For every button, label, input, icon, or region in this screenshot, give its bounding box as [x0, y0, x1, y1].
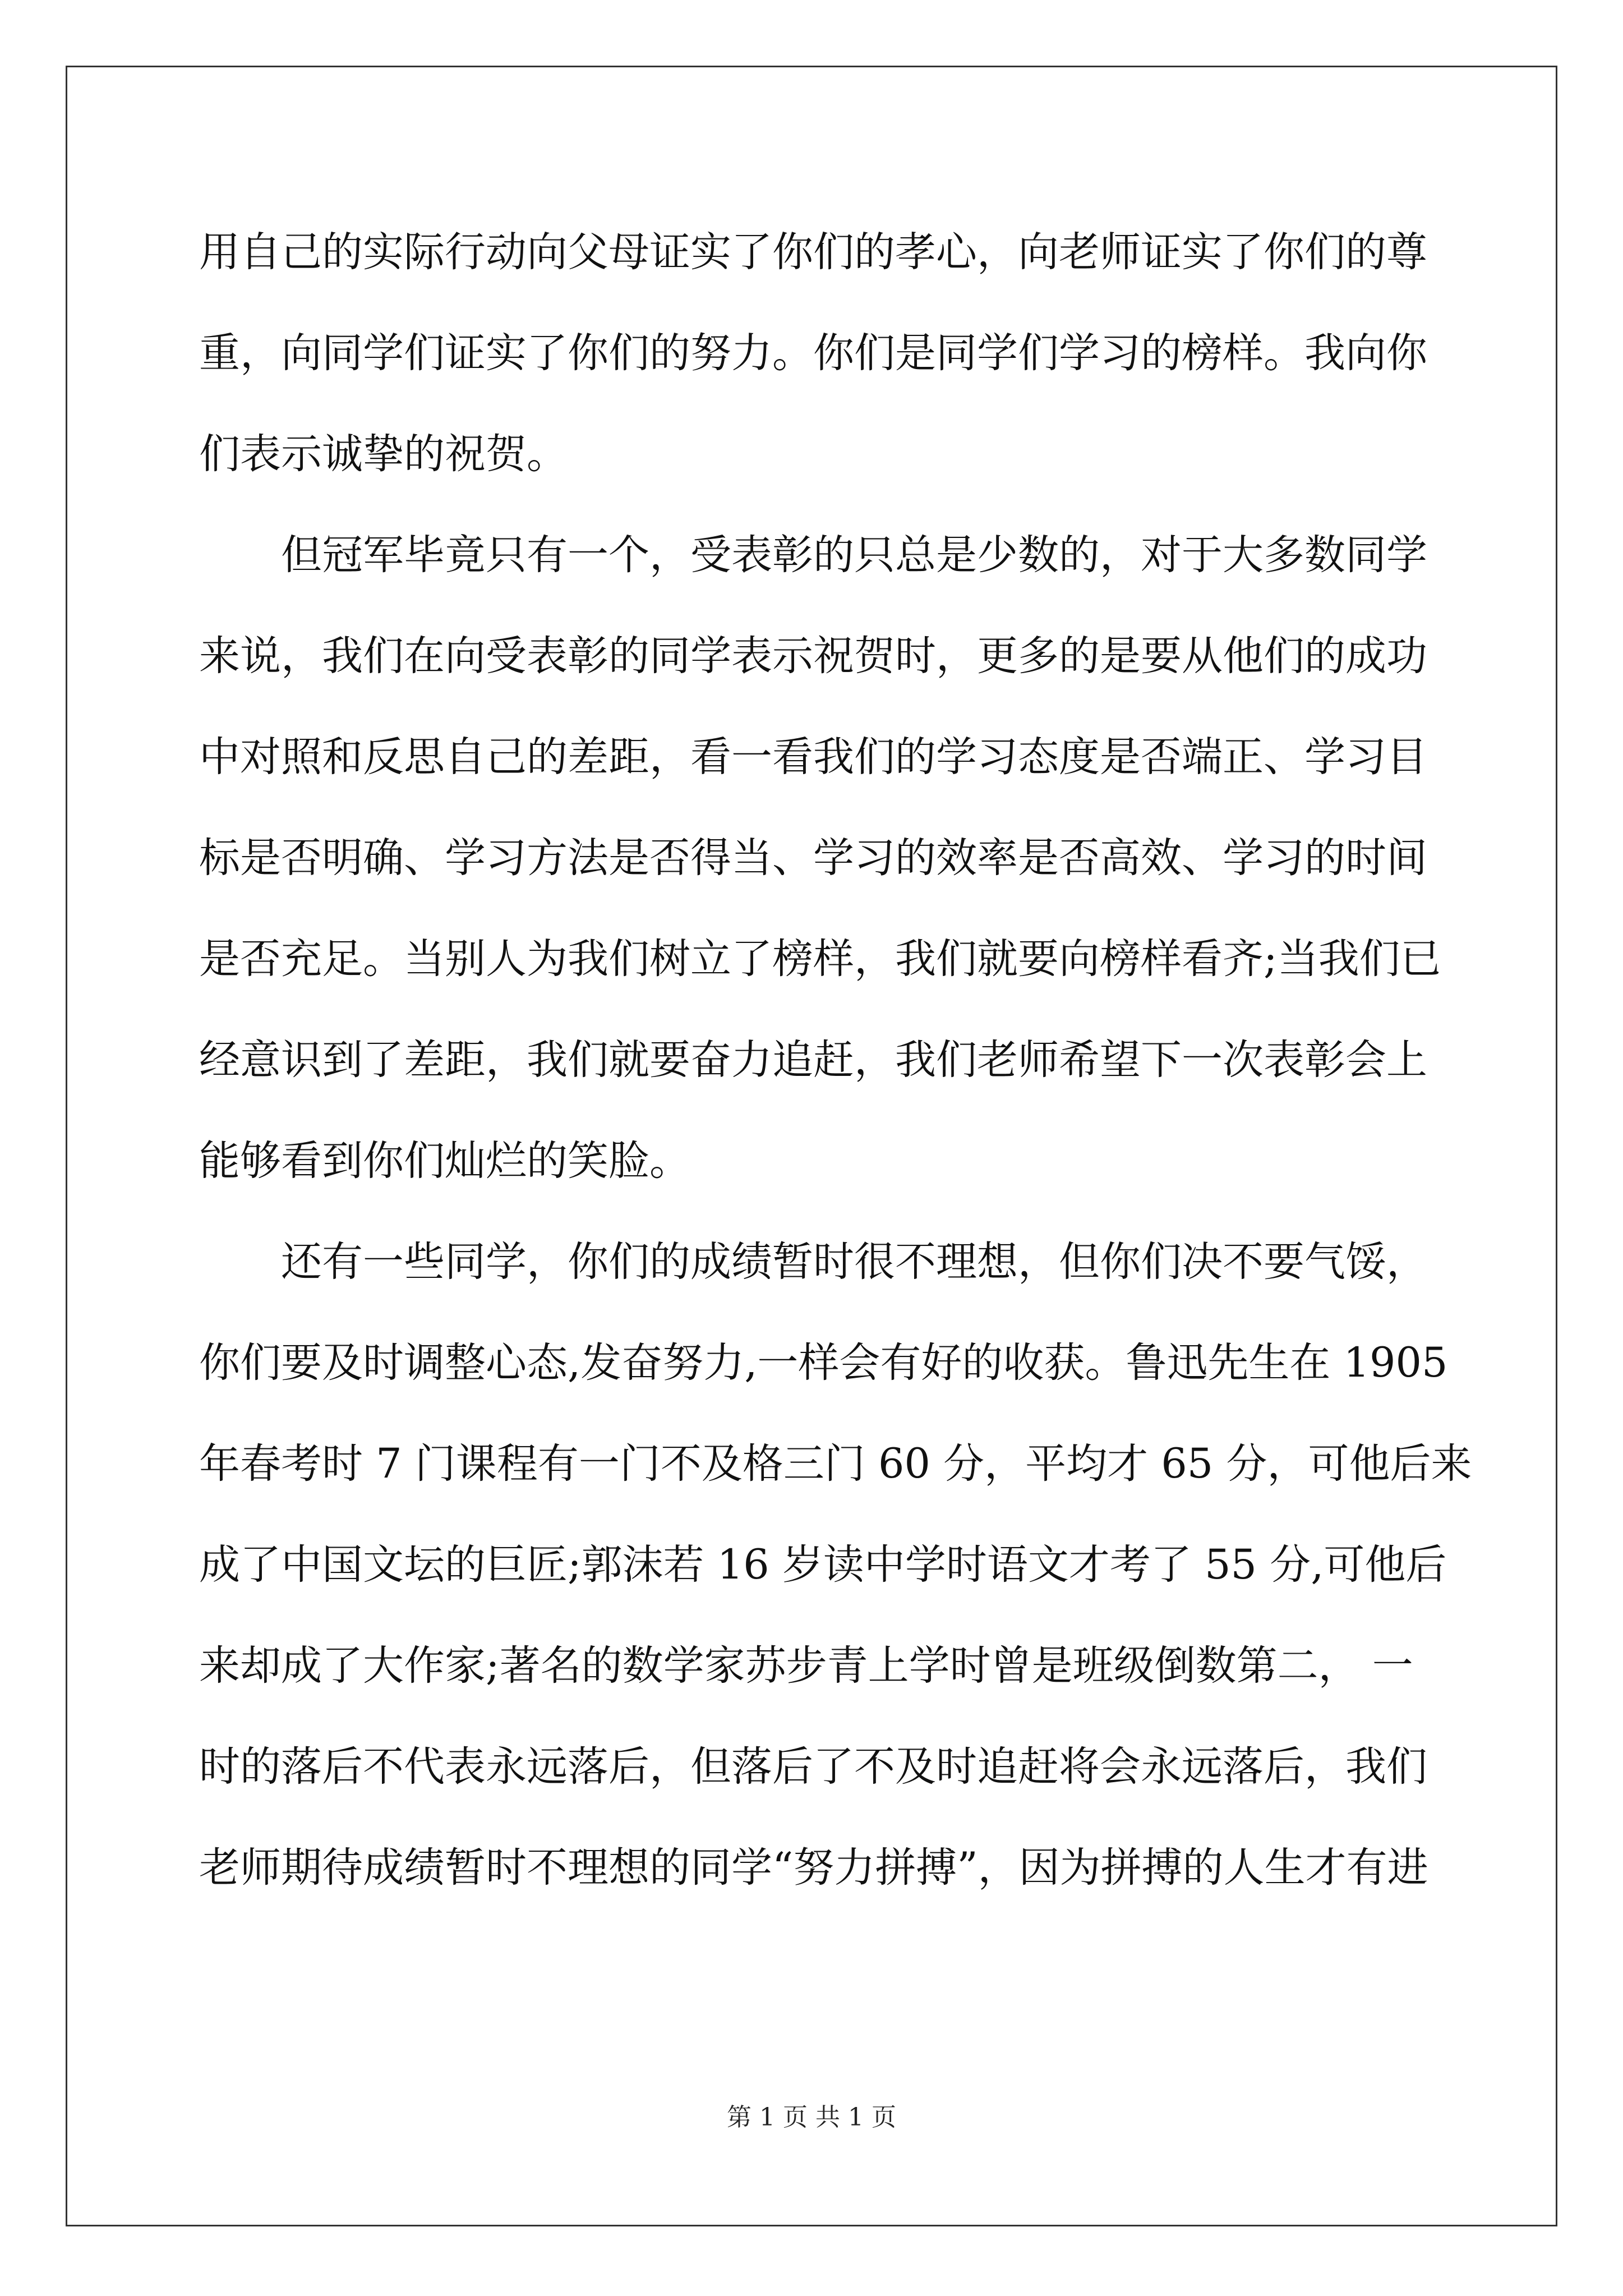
text-line: 们表示诚挚的祝贺。: [199, 430, 568, 478]
page-number-footer: 第 1 页 共 1 页: [727, 2103, 896, 2132]
text-line: 来却成了大作家;著名的数学家苏步青上学时曾是班级倒数第二， 一: [199, 1642, 1413, 1690]
text-line: 时的落后不代表永远落后，但落后了不及时追赶将会永远落后，我们: [199, 1743, 1427, 1791]
text-line: 用自己的实际行动向父母证实了你们的孝心，向老师证实了你们的尊: [199, 228, 1427, 276]
text-line: 经意识到了差距，我们就要奋力追赶，我们老师希望下一次表彰会上: [199, 1036, 1427, 1084]
text-line: 成了中国文坛的巨匠;郭沫若 16 岁读中学时语文才考了 55 分,可他后: [199, 1541, 1447, 1589]
text-line: 你们要及时调整心态,发奋努力,一样会有好的收获。鲁迅先生在 1905: [199, 1339, 1448, 1387]
text-line: 能够看到你们灿烂的笑脸。: [199, 1137, 690, 1185]
document-body: [199, 202, 1472, 1918]
text-line: 来说，我们在向受表彰的同学表示祝贺时，更多的是要从他们的成功: [199, 632, 1427, 680]
paragraph-first-line: 但冠军毕竟只有一个，受表彰的只总是少数的，对于大多数同学: [281, 531, 1427, 579]
text-line: 是否充足。当别人为我们树立了榜样，我们就要向榜样看齐;当我们已: [199, 935, 1441, 983]
text-line: 重，向同学们证实了你们的努力。你们是同学们学习的榜样。我向你: [199, 329, 1427, 377]
text-line: 标是否明确、学习方法是否得当、学习的效率是否高效、学习的时间: [199, 834, 1427, 882]
paragraph-first-line: 还有一些同学，你们的成绩暂时很不理想，但你们决不要气馁，: [281, 1238, 1427, 1286]
text-line: 中对照和反思自己的差距，看一看我们的学习态度是否端正、学习目: [199, 733, 1427, 781]
text-line: 年春考时 7 门课程有一门不及格三门 60 分，平均才 65 分，可他后来: [199, 1440, 1472, 1488]
text-line: 老师期待成绩暂时不理想的同学“努力拼搏”，因为拼搏的人生才有进: [199, 1844, 1428, 1892]
